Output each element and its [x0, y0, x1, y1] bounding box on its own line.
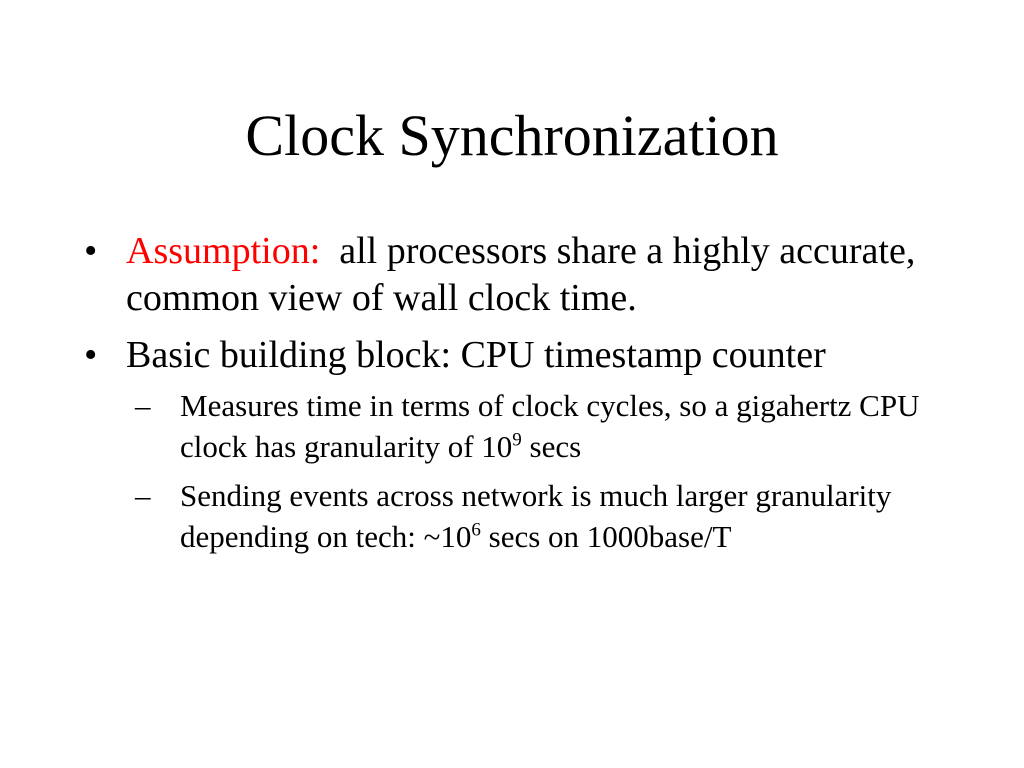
- bullet-lead-label: Assumption:: [126, 230, 321, 272]
- sub-bullet-text: Measures time in terms of clock cycles, so a gigahertz CPU clock has granularity of 10: [180, 388, 920, 464]
- bullet-item-assumption: [84, 228, 964, 322]
- sub-bullet-item-network-granularity: [135, 475, 964, 557]
- bullet-marker: •: [84, 230, 98, 272]
- sub-bullet-text-tail: secs on 1000base/T: [480, 519, 732, 554]
- bullet-list: [84, 228, 964, 567]
- sub-bullet-text-tail: secs: [521, 429, 582, 464]
- bullet-marker: •: [84, 334, 98, 376]
- sub-bullet-text: Sending events across network is much larger granularity depending on tech: ~10: [180, 478, 892, 554]
- bullet-text: Basic building block: CPU timestamp counter: [126, 334, 826, 376]
- sub-bullet-list: [126, 385, 964, 557]
- sub-bullet-marker: –: [135, 388, 151, 423]
- exponent-superscript: 6: [471, 519, 481, 541]
- sub-bullet-item-clock-cycles: [135, 385, 964, 467]
- exponent-superscript: 9: [512, 429, 522, 451]
- bullet-text: all processors share a highly accurate, common view of wall clock time.: [126, 230, 916, 319]
- bullet-item-building-block: [84, 332, 964, 557]
- slide-title: Clock Synchronization: [245, 103, 779, 168]
- sub-bullet-marker: –: [135, 478, 151, 513]
